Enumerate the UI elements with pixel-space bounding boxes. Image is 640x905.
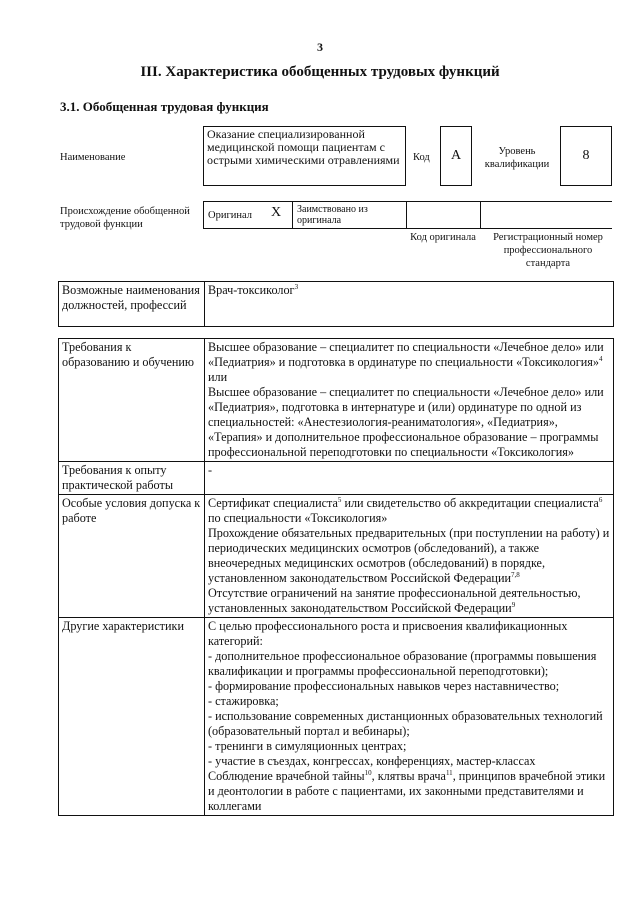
page-number: 3 <box>317 40 323 54</box>
proiskhozhdenie-box <box>203 201 612 229</box>
requirement-label: Особые условия допуска к работе <box>59 495 205 618</box>
uroven-value: 8 <box>560 126 612 186</box>
zaimstvovano-label: Заимствовано из оригинала <box>297 204 368 226</box>
requirement-row <box>59 339 614 462</box>
reg-nomer-label: Регистрационный номер профессионального стандарта <box>493 232 603 269</box>
vozmozhnye-label: Возможные наименования должностей, профессий <box>59 282 205 327</box>
requirement-value: - <box>205 462 614 495</box>
divider-1 <box>292 202 293 228</box>
requirement-label: Требования к опыту практической работы <box>59 462 205 495</box>
divider-3 <box>480 202 481 228</box>
proiskhozhdenie-label: Происхождение обобщенной трудовой функции <box>60 206 190 230</box>
divider-2 <box>406 202 407 228</box>
original-label: Оригинал <box>208 210 252 221</box>
naimenovanie-label: Наименование <box>60 152 126 163</box>
kod-value: A <box>440 126 472 186</box>
requirement-row <box>59 618 614 816</box>
requirement-row <box>59 495 614 618</box>
requirement-label: Требования к образованию и обучению <box>59 339 205 462</box>
kod-label: Код <box>413 152 430 163</box>
vozmozhnye-table <box>58 281 614 327</box>
requirements-table <box>58 338 614 816</box>
original-mark: X <box>271 205 282 220</box>
requirement-value: С целью профессионального роста и присвоения квалификационных категорий: - дополнительное профессиональное образование (программы повышения квалификации и программы профессиональной переподготовки); - формирование профессиональных навыков через наставничество; - стажировка; - использование современных дистанционных образовательных технологий (образовательный портал и вебинары); - тренинги в симуляционных центрах; - участие в съездах, конгрессах, конференциях, мастер-классах Соблюдение врачебной тайны$^{10}$, клятвы врача$^{11}$, принципов врачебной этики и деонтологии в работе с пациентами, их законными представителями и коллегами <box>205 618 614 816</box>
requirement-value: Сертификат специалиста$^5$ или свидетельство об аккредитации специалиста$^6$ по специальности «Токсикология» Прохождение обязательных предварительных (при поступлении на работу) и периодических медицинских осмотров (обследований), а также внеочередных медицинских осмотров (обследований) в порядке, установленном законодательством Российской Федерации$^{7,8}$ Отсутствие ограничений на занятие профессиональной деятельностью, установленных законодательством Российской Федерации$^9$ <box>205 495 614 618</box>
section-title: III. Характеристика обобщенных трудовых функций <box>140 64 500 80</box>
vozmozhnye-value: Врач-токсиколог$^3$ <box>205 282 614 327</box>
requirement-label: Другие характеристики <box>59 618 205 816</box>
subsection-title: 3.1. Обобщенная трудовая функция <box>60 99 269 114</box>
requirement-value: Высшее образование – специалитет по специальности «Лечебное дело» или «Педиатрия» и подготовка в ординатуре по специальности «Токсикология»$^4$ или Высшее образование – специалитет по специальности «Лечебное дело» или «Педиатрия», подготовка в интернатуре и (или) ординатуре по одной из специальностей: «Анестезиология-реаниматология», «Педиатрия», «Терапия» и дополнительное профессиональное образование – программы профессиональной переподготовки по специальности «Токсикология» <box>205 339 614 462</box>
kod-originala-label: Код оригинала <box>410 232 476 243</box>
naimenovanie-value: Оказание специализированной медицинской помощи пациентам с острыми химическими отравлениями <box>203 126 406 186</box>
requirement-row <box>59 462 614 495</box>
uroven-label: Уровень квалификации <box>484 146 550 170</box>
